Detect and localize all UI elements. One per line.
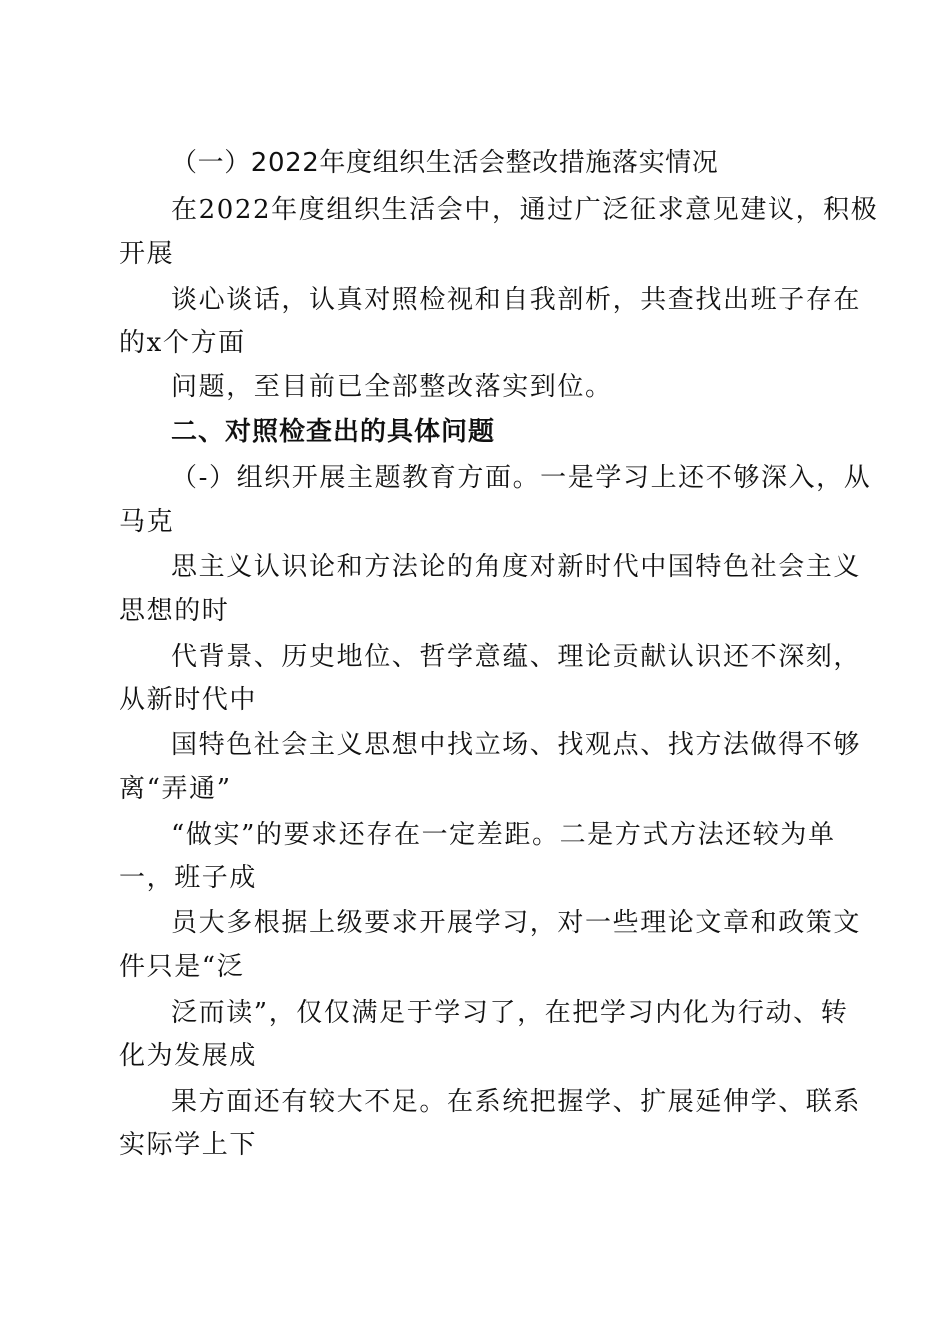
paragraph-line: 马克 bbox=[119, 507, 175, 537]
paragraph-line: 化为发展成 bbox=[119, 1041, 258, 1071]
paragraph-line: 员大多根据上级要求开展学习，对一些理论文章和政策文 bbox=[171, 908, 862, 938]
paragraph-line: 一，班子成 bbox=[119, 863, 258, 893]
paragraph-line: “做实”的要求还存在一定差距。二是方式方法还较为单 bbox=[171, 820, 836, 850]
paragraph-line: 在2022年度组织生活会中，通过广泛征求意见建议，积极 bbox=[171, 195, 879, 225]
paragraph-line: 果方面还有较大不足。在系统把握学、扩展延伸学、联系 bbox=[171, 1087, 862, 1117]
paragraph-line: 离“弄通” bbox=[119, 774, 232, 804]
paragraph-line: 代背景、历史地位、哲学意蕴、理论贡献认识还不深刻， bbox=[171, 642, 862, 672]
paragraph-line: 思想的时 bbox=[119, 596, 230, 626]
paragraph-line: 泛而读”，仅仅满足于学习了，在把学习内化为行动、转 bbox=[171, 998, 849, 1028]
paragraph-line: 思主义认识论和方法论的角度对新时代中国特色社会主义 bbox=[171, 552, 862, 582]
paragraph-line: 的x个方面 bbox=[119, 328, 246, 358]
subsection-heading-1: （一）2022年度组织生活会整改措施落实情况 bbox=[171, 148, 719, 178]
paragraph-line: 问题，至目前已全部整改落实到位。 bbox=[171, 372, 613, 402]
paragraph-line: 实际学上下 bbox=[119, 1130, 258, 1160]
paragraph-line: 从新时代中 bbox=[119, 685, 258, 715]
section-heading-2: 二、对照检查出的具体问题 bbox=[171, 417, 496, 447]
paragraph-line: 谈心谈话，认真对照检视和自我剖析，共查找出班子存在 bbox=[171, 285, 862, 315]
paragraph-line: 件只是“泛 bbox=[119, 952, 245, 982]
paragraph-line: 国特色社会主义思想中找立场、找观点、找方法做得不够 bbox=[171, 730, 862, 760]
paragraph-line: （-）组织开展主题教育方面。一是学习上还不够深入，从 bbox=[171, 463, 872, 493]
paragraph-line: 开展 bbox=[119, 239, 175, 269]
